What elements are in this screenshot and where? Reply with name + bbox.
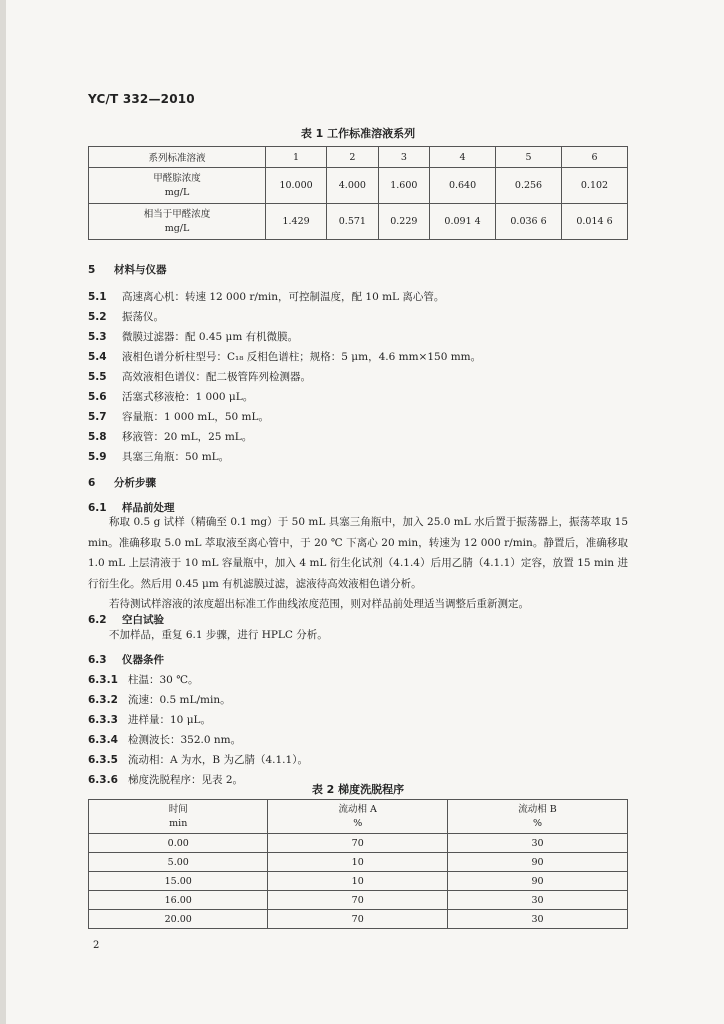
table2-header-cell (447, 800, 627, 834)
header-label: 流动相 A (338, 803, 377, 815)
table1-header-cell: 系列标准溶液 (89, 147, 266, 168)
table2-cell: 16.00 (89, 891, 268, 910)
section-number: 6.2 (88, 614, 107, 626)
item-text: 液相色谱分析柱型号：C₁₈ 反相色谱柱；规格：5 μm，4.6 mm×150 mm。 (122, 351, 482, 363)
table1-row-label (89, 168, 266, 204)
item-text: 容量瓶：1 000 mL，50 mL。 (122, 411, 269, 423)
table2-row (89, 891, 628, 910)
table1-header-row (89, 147, 628, 168)
list-item (88, 732, 241, 747)
table1-caption: 表 1 工作标准溶液系列 (300, 127, 416, 140)
item-number: 5.7 (88, 411, 107, 423)
paragraph: 若待测试样溶液的浓度超出标准工作曲线浓度范围，则对样品前处理适当调整后重新测定。 (109, 598, 529, 610)
table1-cell: 0.571 (327, 204, 378, 240)
header-unit: % (532, 817, 542, 829)
item-text: 微膜过滤器：配 0.45 μm 有机微膜。 (122, 331, 299, 343)
paragraph: 不加样品，重复 6.1 步骤，进行 HPLC 分析。 (109, 629, 328, 641)
section-number: 6.3 (88, 654, 107, 666)
table2-row (89, 910, 628, 929)
item-text: 移液管：20 mL，25 mL。 (122, 431, 253, 443)
item-number: 6.3.4 (88, 734, 118, 746)
item-number: 5.1 (88, 291, 107, 303)
table1 (88, 146, 628, 240)
list-item (88, 409, 269, 424)
section-number: 6.1 (88, 502, 107, 514)
table2-cell: 10 (268, 853, 447, 872)
item-number: 6.3.2 (88, 694, 118, 706)
table2-cell: 90 (447, 872, 627, 891)
item-number: 5.5 (88, 371, 107, 383)
list-item (88, 369, 311, 384)
table1-header-cell: 4 (430, 147, 496, 168)
table2-cell: 30 (447, 891, 627, 910)
list-item (88, 712, 211, 727)
header-label: 时间 (168, 803, 188, 815)
table1-cell: 0.640 (430, 168, 496, 204)
item-number: 5.4 (88, 351, 107, 363)
table1-row (89, 204, 628, 240)
list-item (88, 429, 252, 444)
item-text: 高效液相色谱仪：配二极管阵列检测器。 (122, 371, 311, 383)
standard-code-header: YC/T 332—2010 (88, 92, 195, 106)
table2-cell: 20.00 (89, 910, 268, 929)
item-text: 具塞三角瓶：50 mL。 (122, 451, 230, 463)
table2-row (89, 834, 628, 853)
item-number: 5.8 (88, 431, 107, 443)
section-number: 6 (88, 477, 96, 489)
table1-cell: 0.102 (561, 168, 627, 204)
table2-cell: 70 (268, 891, 447, 910)
table2-cell: 15.00 (89, 872, 268, 891)
paragraph: 称取 0.5 g 试样（精确至 0.1 mg）于 50 mL 具塞三角瓶中，加入 25.0 mL 水后置于振荡器上，振荡萃取 15 min。准确移取 5.0 mL 萃取液至离心管中，于 20 ℃ 下离心 20 min，转速为 12 000 r/min。静置后，准确移取 1.0 mL 上层清液于 10 mL 容量瓶中，加入 4 mL 衍生化试剂（4.1.4）后用乙腈（4.1.1）定容，放置 15 min 进行衍生化。然后用 0.45 μm 有机滤膜过滤，滤液待高效液相色谱分析。 (88, 516, 628, 590)
table1-cell: 1.429 (266, 204, 327, 240)
table1-header-cell: 5 (496, 147, 562, 168)
header-label: 流动相 B (518, 803, 557, 815)
list-item (88, 289, 444, 304)
table1-header-cell: 6 (561, 147, 627, 168)
table1-header-cell: 1 (266, 147, 327, 168)
list-item (88, 449, 229, 464)
table2-cell: 90 (447, 853, 627, 872)
page-edge (0, 0, 6, 1024)
list-item (88, 389, 253, 404)
item-number: 5.2 (88, 311, 107, 323)
table2-row (89, 872, 628, 891)
table2-cell: 70 (268, 834, 447, 853)
table1-header-cell: 3 (378, 147, 429, 168)
section-title: 样品前处理 (122, 502, 175, 514)
table1-cell: 0.229 (378, 204, 429, 240)
row-label-line1: 相当于甲醛浓度 (143, 208, 211, 220)
table1-cell: 0.091 4 (430, 204, 496, 240)
list-item (88, 672, 198, 687)
list-item (88, 329, 298, 344)
table2-header-row (89, 800, 628, 834)
table2-cell: 30 (447, 910, 627, 929)
item-number: 5.9 (88, 451, 107, 463)
header-unit: % (353, 817, 363, 829)
item-number: 5.3 (88, 331, 107, 343)
table2-cell: 70 (268, 910, 447, 929)
section-6-heading (88, 475, 156, 490)
section-title: 材料与仪器 (114, 264, 167, 276)
item-text: 柱温：30 ℃。 (128, 674, 199, 686)
table1-cell: 4.000 (327, 168, 378, 204)
item-number: 6.3.1 (88, 674, 118, 686)
row-label-unit: mg/L (164, 186, 190, 198)
list-item (88, 309, 164, 324)
subsection-6-3-heading (88, 652, 164, 667)
item-text: 流动相：A 为水，B 为乙腈（4.1.1）。 (128, 754, 308, 766)
table1-cell: 1.600 (378, 168, 429, 204)
item-text: 高速离心机：转速 12 000 r/min，可控制温度，配 10 mL 离心管。 (122, 291, 445, 303)
row-label-line1: 甲醛腙浓度 (153, 172, 201, 184)
section-5-heading (88, 262, 167, 277)
table2-cell: 0.00 (89, 834, 268, 853)
table1-row (89, 168, 628, 204)
table2-row (89, 853, 628, 872)
table2-cell: 10 (268, 872, 447, 891)
item-number: 6.3.5 (88, 754, 118, 766)
section-title: 分析步骤 (114, 477, 156, 489)
header-unit: min (169, 817, 188, 829)
item-text: 进样量：10 μL。 (128, 714, 211, 726)
table1-cell: 0.036 6 (496, 204, 562, 240)
table1-row-label (89, 204, 266, 240)
section-number: 5 (88, 264, 96, 276)
table1-cell: 0.014 6 (561, 204, 627, 240)
table2-caption: 表 2 梯度洗脱程序 (311, 783, 405, 796)
page-number: 2 (93, 940, 100, 951)
item-number: 6.3.6 (88, 774, 118, 786)
item-text: 流速：0.5 mL/min。 (128, 694, 231, 706)
section-title: 仪器条件 (122, 654, 164, 666)
list-item (88, 752, 308, 767)
item-text: 梯度洗脱程序：见表 2。 (128, 774, 244, 786)
item-text: 振荡仪。 (122, 311, 164, 323)
item-number: 6.3.3 (88, 714, 118, 726)
table1-cell: 0.256 (496, 168, 562, 204)
list-item (88, 692, 231, 707)
row-label-unit: mg/L (164, 222, 190, 234)
list-item (88, 349, 481, 364)
table1-cell: 10.000 (266, 168, 327, 204)
table2-header-cell (268, 800, 447, 834)
item-number: 5.6 (88, 391, 107, 403)
section-title: 空白试验 (122, 614, 164, 626)
table2-cell: 30 (447, 834, 627, 853)
table2-cell: 5.00 (89, 853, 268, 872)
item-text: 检测波长：352.0 nm。 (128, 734, 242, 746)
item-text: 活塞式移液枪：1 000 μL。 (122, 391, 254, 403)
table2-header-cell (89, 800, 268, 834)
table2 (88, 799, 628, 929)
table1-header-cell: 2 (327, 147, 378, 168)
